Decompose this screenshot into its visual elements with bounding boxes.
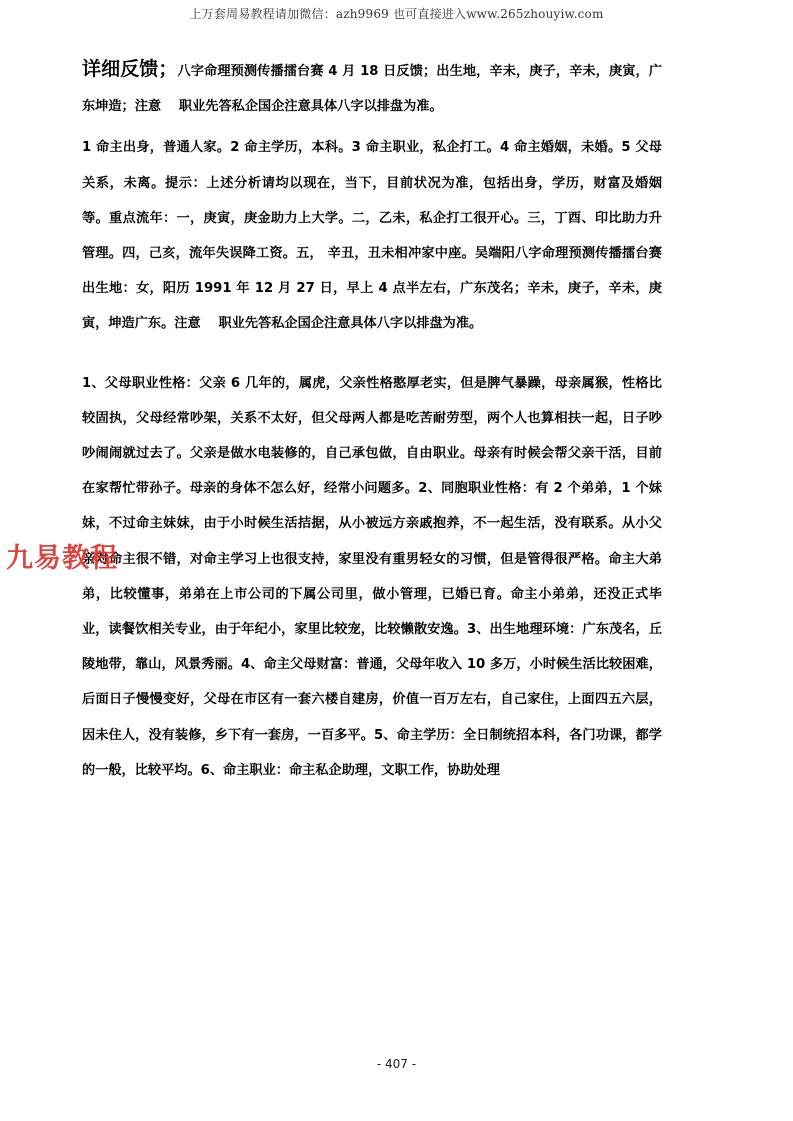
page-header: 上万套周易教程请加微信：azh9969 也可直接进入www.265zhouyiw.com — [189, 7, 604, 21]
paragraph-feedback — [82, 52, 662, 124]
feedback-heading: 详细反馈； — [82, 58, 178, 80]
watermark-logo: 九易教程 — [6, 543, 118, 574]
paragraph-details: 1、父母职业性格：父亲 6 几年的，属虎，父亲性格憨厚老实，但是脾气暴躁，母亲属猴，性格比较固执，父母经常吵架，关系不太好，但父母两人都是吃苦耐劳型，两个人也算相扶一起，日子吵吵闹闹就过去了。父亲是做水电装修的，自己承包做，自由职业。母亲有时候会帮父亲干活，目前在家帮忙带孙子。母亲的身体不怎么好，经常小问题多。2、同胞职业性格：有 2 个弟弟，1 个妹妹，不过命主妹妹，由于小时候生活拮据，从小被远方亲戚抱养，不一起生活，没有联系。从小父亲对命主很不错，对命主学习上也很支持，家里没有重男轻女的习惯，但是管得很严格。命主大弟弟，比较懂事，弟弟在上市公司的下属公司里，做小管理，已婚已育。命主小弟弟，还没正式毕业，读餐饮相关专业，由于年纪小，家里比较宠，比较懒散安逸。3、出生地理环境：广东茂名，丘陵地带，靠山，风景秀丽。4、命主父母财富：普通，父母年收入 10 多万，小时候生活比较困难，后面日子慢慢变好，父母在市区有一套六楼自建房，价值一百万左右，自己家住，上面四五六层，因未住人，没有装修，乡下有一套房，一百多平。5、命主学历：全日制统招本科，各门功课，都学的一般，比较平均。6、命主职业：命主私企助理，文职工作，协助处理 — [82, 375, 662, 778]
document-body — [82, 52, 662, 788]
feedback-text: 八字命理预测传播擂台赛 4 月 18 日反馈；出生地，辛未，庚子，辛未，庚寅，广东坤造；注意 职业先答私企国企注意具体八字以排盘为准。 — [82, 64, 662, 115]
paragraph-summary: 1 命主出身，普通人家。2 命主学历，本科。3 命主职业，私企打工。4 命主婚姻，未婚。5 父母关系，未离。提示：上述分析请均以现在，当下，目前状况为准，包括出身，学历，财富及婚姻等。重点流年：一，庚寅，庚金助力上大学。二，乙未，私企打工很开心。三，丁酉、印比助力升管理。四，己亥，流年失误降工资。五， 辛丑，丑未相冲家中座。吴端阳八字命理预测传播擂台赛出生地：女，阳历 1991 年 12 月 27 日，早上 4 点半左右，广东茂名；辛未，庚子，辛未，庚寅，坤造广东。注意 职业先答私企国企注意具体八字以排盘为准。 — [82, 140, 662, 332]
page-number: - 407 - — [376, 1057, 417, 1071]
